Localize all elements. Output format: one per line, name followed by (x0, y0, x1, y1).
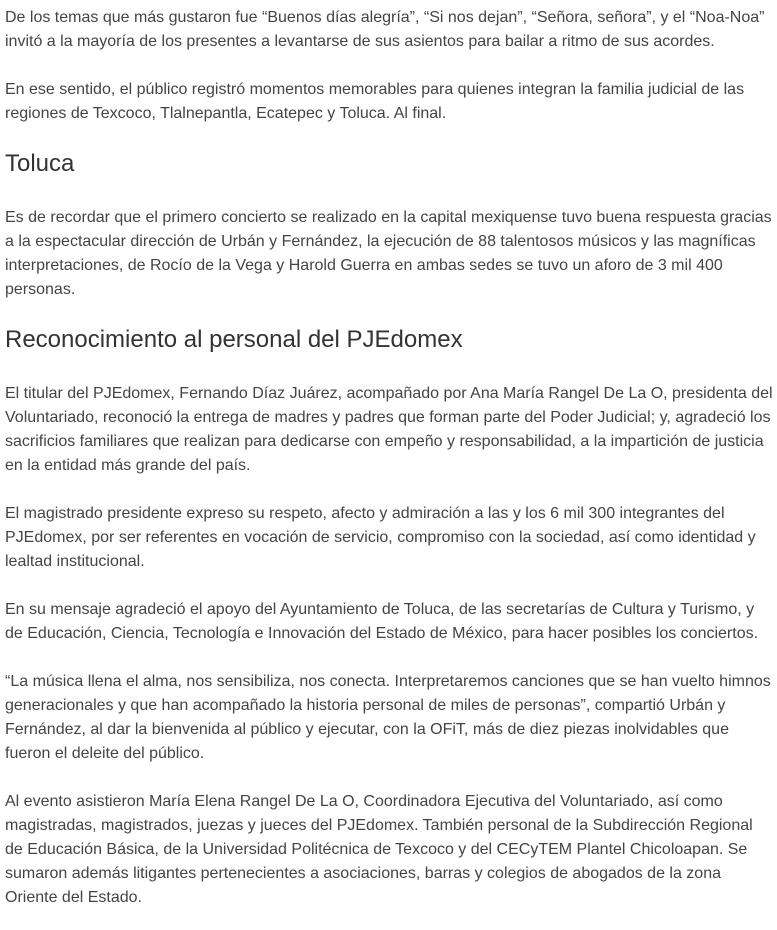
paragraph-music-quote: “La música llena el alma, nos sensibiliza, nos conecta. Interpretaremos canciones que se han vuelto himnos generacionales y que han acompañado la historia personal de miles de personas”, compartió Urbán y Fernández, al dar la bienvenida al público y ejecutar, con la OFiT, más de diez piezas inolvidables que fueron el deleite del público. (5, 673, 771, 762)
paragraph-thanks-support: En su mensaje agradeció el apoyo del Ayuntamiento de Toluca, de las secretarías de Cultura y Turismo, y de Educación, Ciencia, Tecnología e Innovación del Estado de México, para hacer posibles los conciertos. (5, 601, 759, 642)
paragraph-president-recognition: El titular del PJEdomex, Fernando Díaz Juárez, acompañado por Ana María Rangel De La O, presidenta del Voluntariado, reconoció la entrega de madres y padres que forman parte del Poder Judicial; y, agradeció los sacrificios familiares que realizan para dedicarse con empeño y responsabilidad, a la impartición de justicia en la entidad más grande del país. (5, 385, 773, 474)
paragraph-attendees: Al evento asistieron María Elena Rangel De La O, Coordinadora Ejecutiva del Voluntariado, así como magistradas, magistrados, juezas y jueces del PJEdomex. También personal de la Subdirección Regional de Educación Básica, de la Universidad Politécnica de Texcoco y del CECyTEM Plantel Chicoloapan. Se sumaron además litigantes pertenecientes a asociaciones, barras y colegios de abogados de la zona Oriente del Estado. (5, 793, 753, 906)
paragraph-popular-songs: De los temas que más gustaron fue “Buenos días alegría”, “Si nos dejan”, “Señora, señora”, y el “Noa-Noa” invitó a la mayoría de los presentes a levantarse de sus asientos para bailar a ritmo de sus acordes. (5, 9, 765, 50)
paragraph-first-concert: Es de recordar que el primero concierto se realizado en la capital mexiquense tuvo buena respuesta gracias a la espectacular dirección de Urbán y Fernández, la ejecución de 88 talentosos músicos y las magníficas interpretaciones, de Rocío de la Vega y Harold Guerra en ambas sedes se tuvo un aforo de 3 mil 400 personas. (5, 209, 772, 298)
paragraph-memorable-moments: En ese sentido, el público registró momentos memorables para quienes integran la familia judicial de las regiones de Texcoco, Tlalnepantla, Ecatepec y Toluca. Al final. (5, 81, 745, 122)
heading-toluca: Toluca (5, 150, 75, 177)
heading-recognition: Reconocimiento al personal del PJEdomex (5, 326, 463, 353)
paragraph-respect-members: El magistrado presidente expreso su respeto, afecto y admiración a las y los 6 mil 300 integrantes del PJEdomex, por ser referentes en vocación de servicio, compromiso con la sociedad, así como identidad y lealtad institucional. (5, 505, 756, 570)
